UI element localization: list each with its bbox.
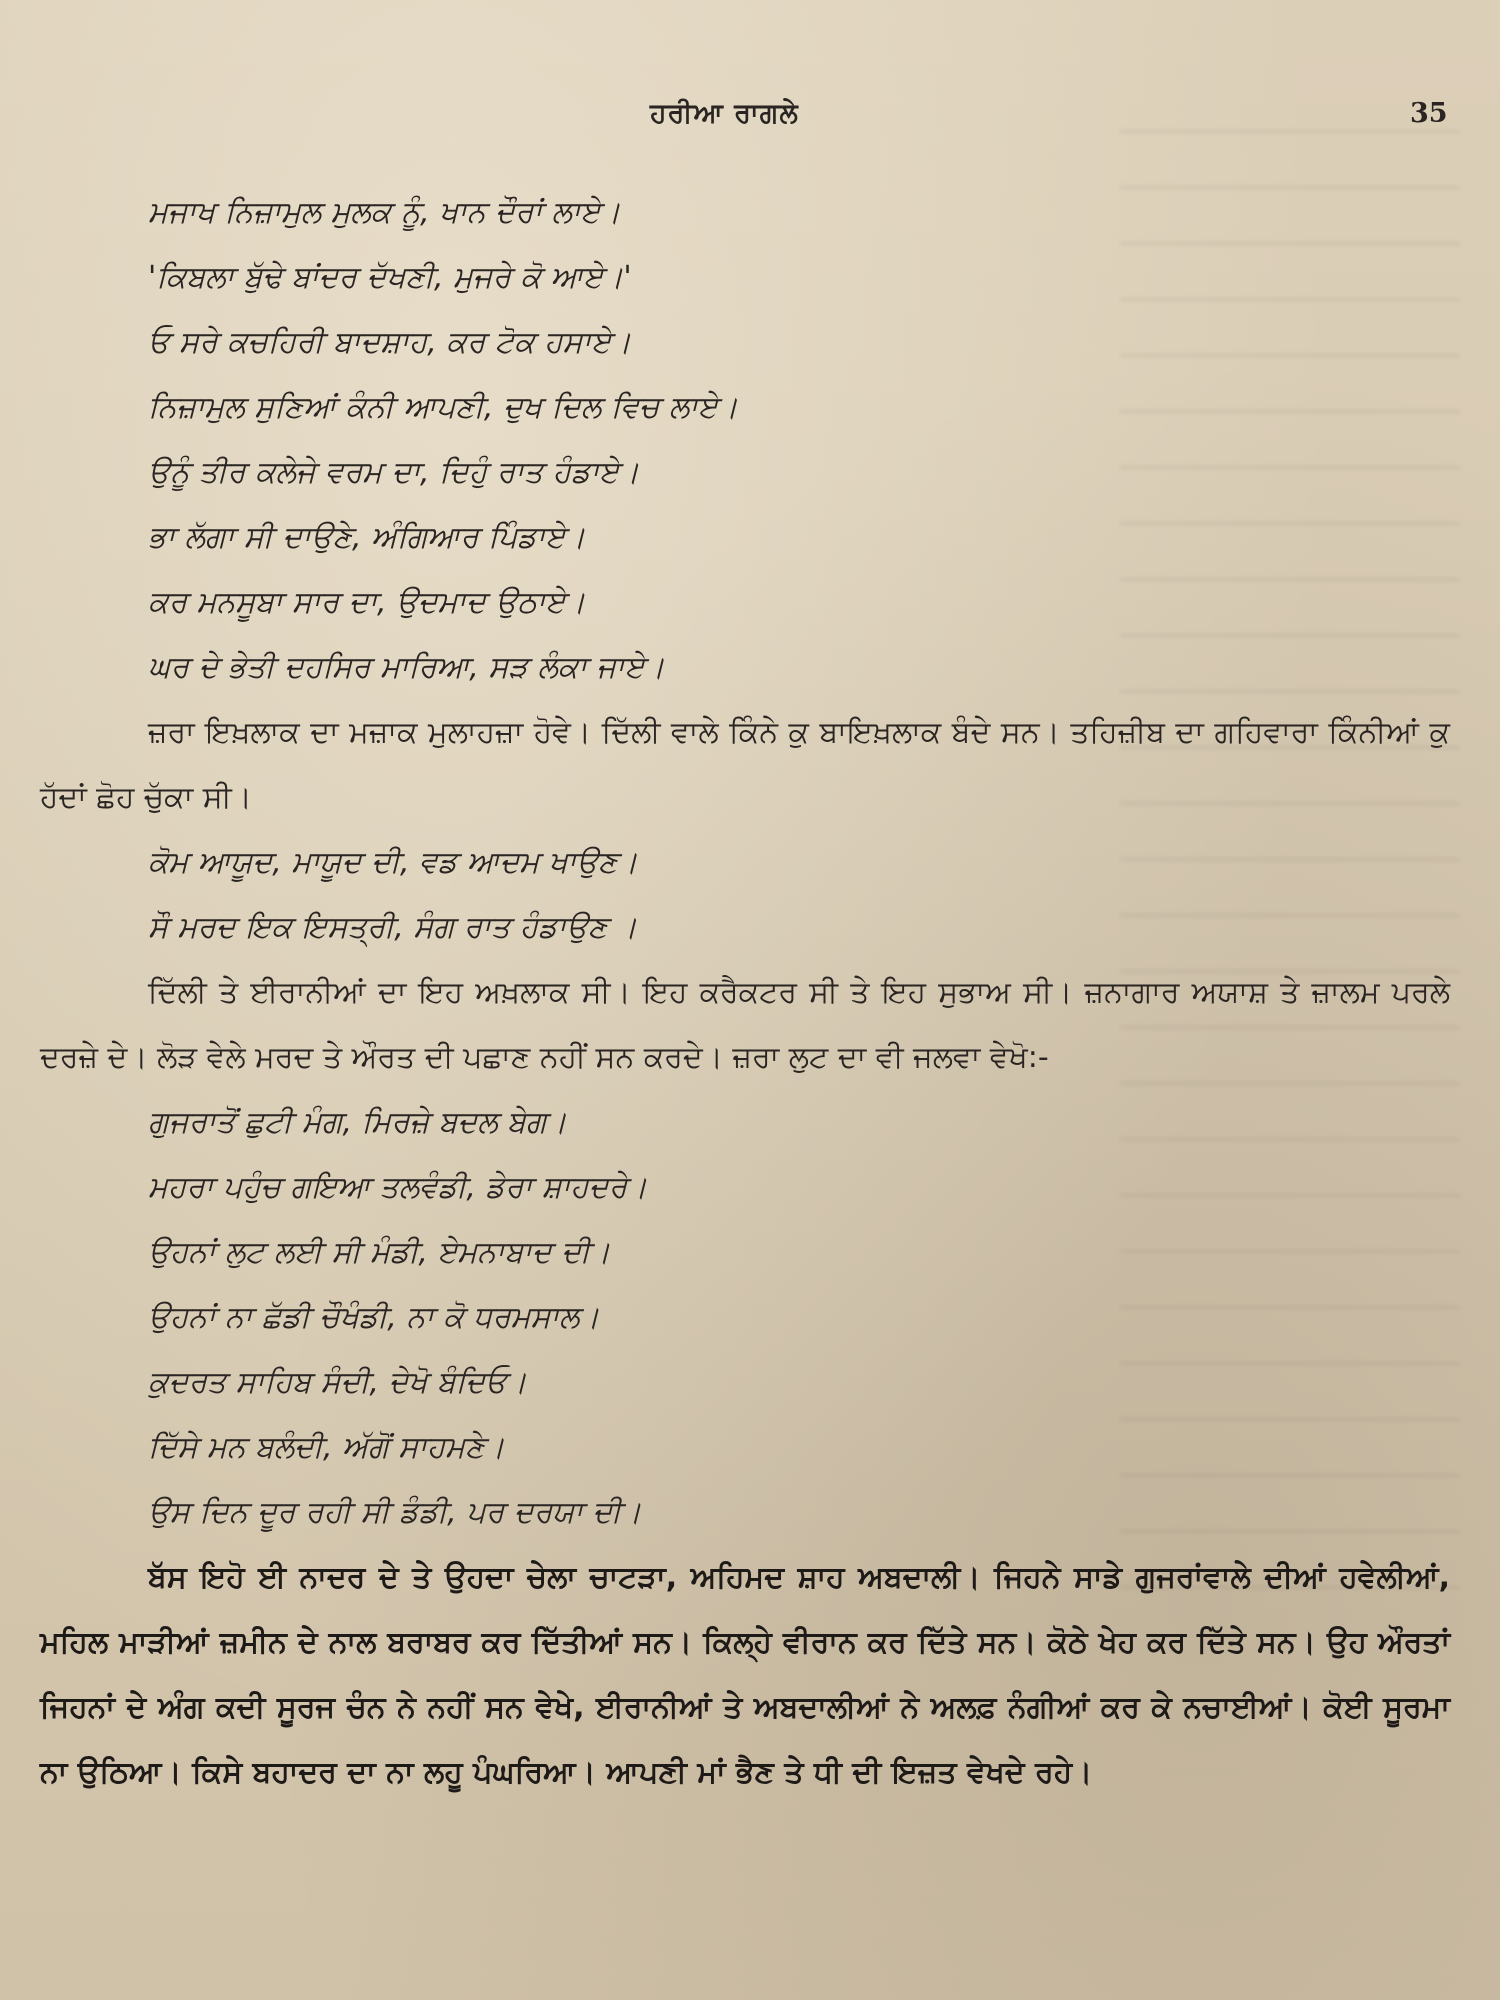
verse-line: ਮਹਰਾ ਪਹੁੰਚ ਗਇਆ ਤਲਵੰਡੀ, ਡੇਰਾ ਸ਼ਾਹਦਰੇ। [148,1170,648,1205]
verse-line: ਦਿੱਸੇ ਮਨ ਬਲੰਦੀ, ਅੱਗੋਂ ਸਾਹਮਣੇ। [148,1430,505,1465]
verse-line: 'ਕਿਬਲਾ ਬੁੱਢੇ ਬਾਂਦਰ ਦੱਖਣੀ, ਮੁਜਰੇ ਕੋ ਆਏ।' [148,260,632,295]
verse-line: ਮਜਾਖ ਨਿਜ਼ਾਮੁਲ ਮੁਲਕ ਨੂੰ, ਖਾਨ ਦੌਰਾਂ ਲਾਏ। [148,195,621,230]
page-body [40,180,1450,1805]
verse-line: ਕਰ ਮਨਸੂਬਾ ਸਾਰ ਦਾ, ਉਦਮਾਦ ਉਠਾਏ। [148,585,586,620]
verse-line: ਕੁਦਰਤ ਸਾਹਿਬ ਸੰਦੀ, ਦੇਖੋ ਬੰਦਿਓ। [148,1365,527,1400]
verse-block [40,180,1450,700]
verse-line: ਭਾ ਲੱਗਾ ਸੀ ਦਾਉਣੇ, ਅੰਗਿਆਰ ਪਿੰਡਾਏ। [148,520,586,555]
verse-line: ਸੌ ਮਰਦ ਇਕ ਇਸਤ੍ਰੀ, ਸੰਗ ਰਾਤ ਹੰਡਾਉਣ । [148,910,638,945]
verse-line: ਉਹਨਾਂ ਲੁਟ ਲਈ ਸੀ ਮੰਡੀ, ਏਮਨਾਬਾਦ ਦੀ। [148,1235,611,1270]
prose-paragraph: ਜ਼ਰਾ ਇਖ਼ਲਾਕ ਦਾ ਮਜ਼ਾਕ ਮੁਲਾਹਜ਼ਾ ਹੋਵੇ। ਦਿੱਲੀ ਵਾਲੇ ਕਿੰਨੇ ਕੁ ਬਾਇਖ਼ਲਾਕ ਬੰਦੇ ਸਨ। ਤਹਿਜ਼ੀਬ ਦਾ ਗਹਿਵਾਰਾ ਕਿੰਨੀਆਂ ਕੁ ਹੱਦਾਂ ਛੋਹ ਚੁੱਕਾ ਸੀ। [40,715,1450,815]
verse-line: ਉਸ ਦਿਨ ਦੂਰ ਰਹੀ ਸੀ ਡੰਡੀ, ਪਰ ਦਰਯਾ ਦੀ। [148,1495,642,1530]
verse-line: ਉਹਨਾਂ ਨਾ ਛੱਡੀ ਚੌਖੰਡੀ, ਨਾ ਕੋ ਧਰਮਸਾਲ। [148,1300,600,1335]
verse-block [40,830,1450,960]
page-header [0,98,1500,138]
verse-line: ਘਰ ਦੇ ਭੇਤੀ ਦਹਸਿਰ ਮਾਰਿਆ, ਸੜ ਲੰਕਾ ਜਾਏ। [148,650,665,685]
running-title: ਹਰੀਆ ਰਾਗਲੇ [650,98,799,129]
verse-line: ਨਿਜ਼ਾਮੁਲ ਸੁਣਿਆਂ ਕੰਨੀ ਆਪਣੀ, ਦੁਖ ਦਿਲ ਵਿਚ ਲਾਏ। [148,390,738,425]
prose-paragraph: ਬੱਸ ਇਹੋ ਈ ਨਾਦਰ ਦੇ ਤੇ ਉਹਦਾ ਚੇਲਾ ਚਾਟੜਾ, ਅਹਿਮਦ ਸ਼ਾਹ ਅਬਦਾਲੀ। ਜਿਹਨੇ ਸਾਡੇ ਗੁਜਰਾਂਵਾਲੇ ਦੀਆਂ ਹਵੇਲੀਆਂ, ਮਹਿਲ ਮਾੜੀਆਂ ਜ਼ਮੀਨ ਦੇ ਨਾਲ ਬਰਾਬਰ ਕਰ ਦਿੱਤੀਆਂ ਸਨ। ਕਿਲ੍ਹੇ ਵੀਰਾਨ ਕਰ ਦਿੱਤੇ ਸਨ। ਕੋਠੇ ਖੇਹ ਕਰ ਦਿੱਤੇ ਸਨ। ਉਹ ਔਰਤਾਂ ਜਿਹਨਾਂ ਦੇ ਅੰਗ ਕਦੀ ਸੂਰਜ ਚੰਨ ਨੇ ਨਹੀਂ ਸਨ ਵੇਖੇ, ਈਰਾਨੀਆਂ ਤੇ ਅਬਦਾਲੀਆਂ ਨੇ ਅਲਫ਼ ਨੰਗੀਆਂ ਕਰ ਕੇ ਨਚਾਈਆਂ। ਕੋਈ ਸੂਰਮਾ ਨਾ ਉਠਿਆ। ਕਿਸੇ ਬਹਾਦਰ ਦਾ ਨਾ ਲਹੂ ਪੰਘਰਿਆ। ਆਪਣੀ ਮਾਂ ਭੈਣ ਤੇ ਧੀ ਦੀ ਇਜ਼ਤ ਵੇਖਦੇ ਰਹੇ। [40,1560,1450,1790]
prose-paragraph: ਦਿੱਲੀ ਤੇ ਈਰਾਨੀਆਂ ਦਾ ਇਹ ਅਖ਼ਲਾਕ ਸੀ। ਇਹ ਕਰੈਕਟਰ ਸੀ ਤੇ ਇਹ ਸੁਭਾਅ ਸੀ। ਜ਼ਨਾਗਾਰ ਅਯਾਸ਼ ਤੇ ਜ਼ਾਲਮ ਪਰਲੇ ਦਰਜ਼ੇ ਦੇ। ਲੋੜ ਵੇਲੇ ਮਰਦ ਤੇ ਔਰਤ ਦੀ ਪਛਾਣ ਨਹੀਂ ਸਨ ਕਰਦੇ। ਜ਼ਰਾ ਲੁਟ ਦਾ ਵੀ ਜਲਵਾ ਵੇਖੋ:- [40,975,1450,1075]
verse-line: ਓ ਸਰੇ ਕਚਹਿਰੀ ਬਾਦਸ਼ਾਹ, ਕਰ ਟੋਕ ਹਸਾਏ। [148,325,632,360]
verse-line: ਗੁਜਰਾਤੋਂ ਛੁਟੀ ਮੰਗ, ਮਿਰਜ਼ੇ ਬਦਲ ਬੇਗ। [148,1105,567,1140]
verse-block [40,1090,1450,1545]
verse-line: ਕੋਮ ਆਯੂਦ, ਮਾਯੂਦ ਦੀ, ਵਡ ਆਦਮ ਖਾਉਣ। [148,845,638,880]
verse-line: ਉਨੂੰ ਤੀਰ ਕਲੇਜੇ ਵਰਮ ਦਾ, ਦਿਹੁੰ ਰਾਤ ਹੰਡਾਏ। [148,455,640,490]
page-number: 35 [1410,98,1448,129]
